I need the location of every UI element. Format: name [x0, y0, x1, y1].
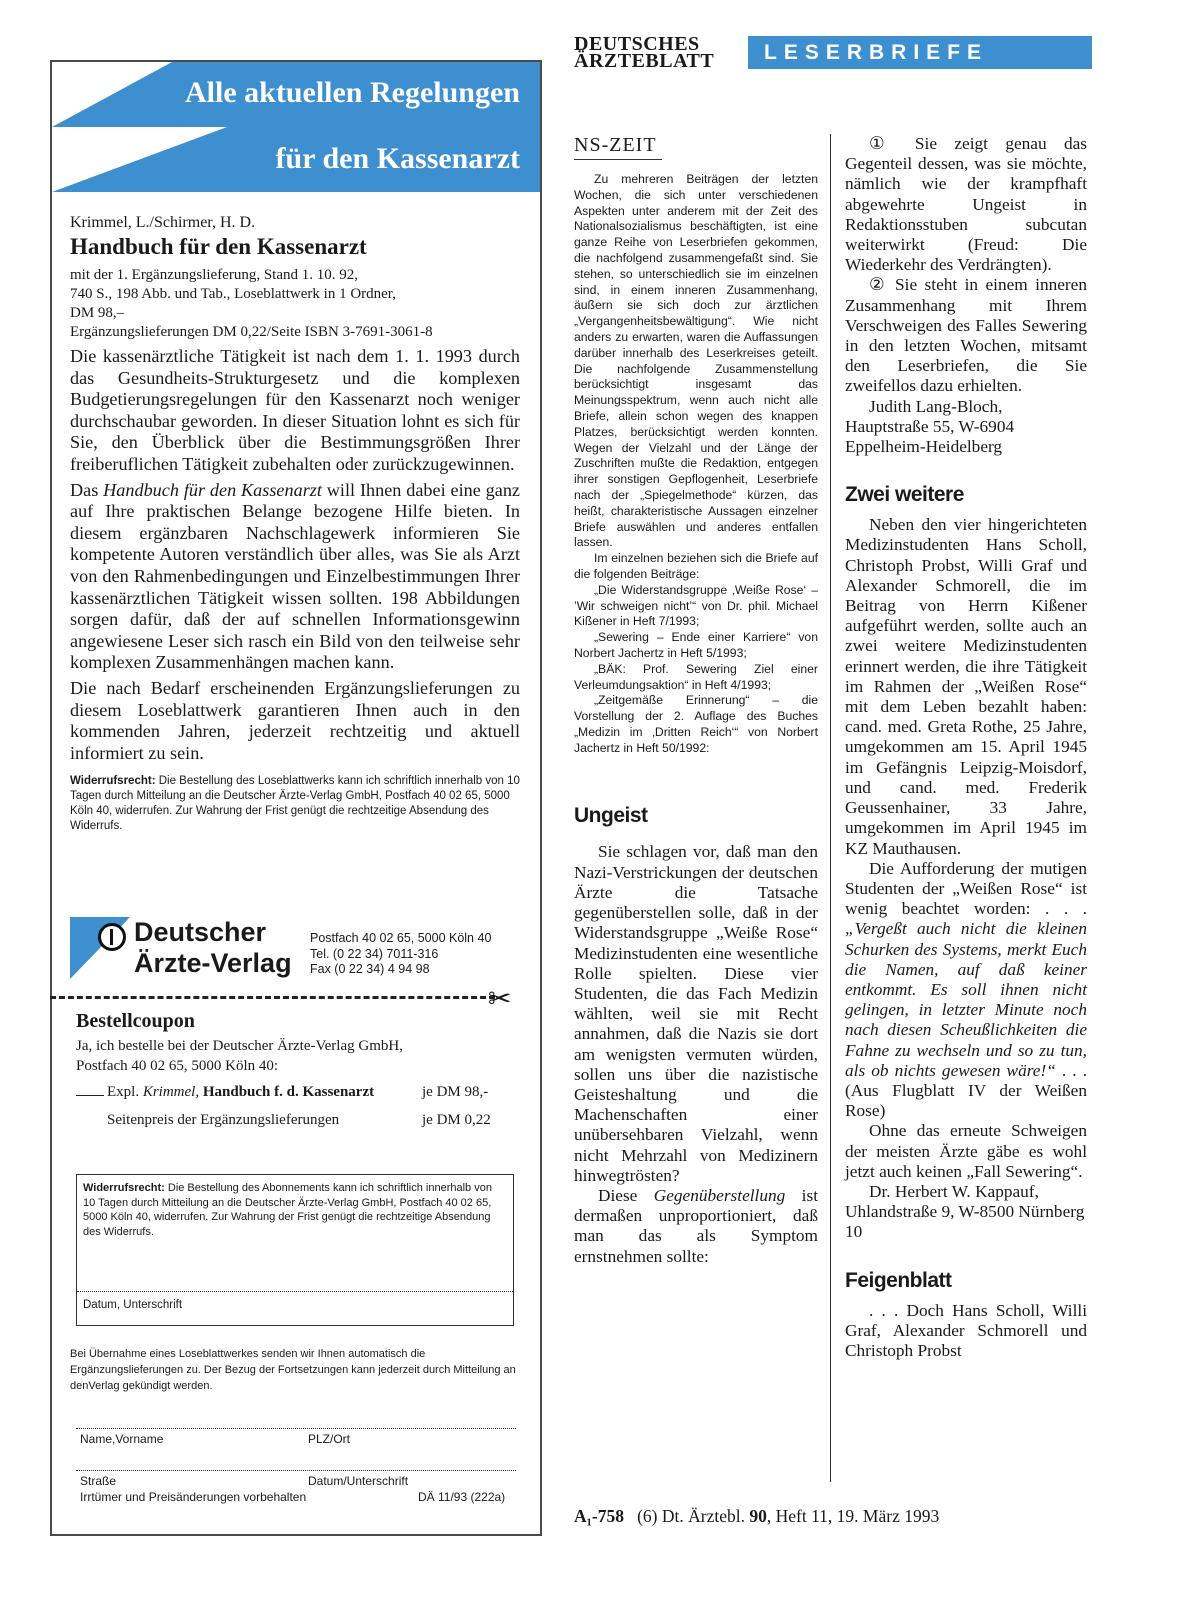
publisher-phone: Tel. (0 22 34) 7011-316 — [310, 946, 439, 961]
ad-paragraph-2-start: Das — [70, 479, 104, 500]
order-item-title: Handbuch f. d. Kassenarzt — [199, 1084, 375, 1100]
street-field[interactable]: Straße — [80, 1474, 117, 1488]
letter-feigenblatt — [845, 1301, 1087, 1362]
letter-paragraph: ② Sie steht in einem inneren Zusammenhang mit Ihrem Verschweigen des Falles Sewering in den letzten Wochen, mitsamt den Leserbriefen, die Sie zweifellos dazu erhielten. — [845, 275, 1087, 396]
letter-text-emphasis: Gegenüberstellung — [653, 1185, 786, 1205]
ad-paragraph-3: Die nach Bedarf erscheinenden Ergänzungslieferungen zu diesem Loseblattwerk garantieren Ihnen auch in den kommenden Jahren, jederzeit rechtzeitig und aktuell informiert zu sein. — [70, 677, 520, 763]
letter-text: Die Aufforderung der mutigen Studenten der „Weißen Rose“ ist wenig beachtet worden: . . . — [845, 858, 1087, 919]
publisher-fax: Fax (0 22 34) 4 94 98 — [310, 962, 430, 976]
quantity-field[interactable] — [76, 1095, 104, 1096]
letter-zwei-weitere — [845, 515, 1087, 1242]
revocation-box-text — [83, 1181, 507, 1239]
coupon-intro-line: Ja, ich bestelle bei der Deutscher Ärzte-Verlag GmbH, — [76, 1038, 403, 1054]
masthead-line-1: DEUTSCHES — [574, 33, 700, 55]
book-title: Handbuch für den Kassenarzt — [70, 234, 367, 259]
journal-masthead — [574, 33, 715, 72]
ad-body — [70, 214, 520, 834]
letter-heading-zwei-weitere: Zwei weitere — [845, 483, 964, 507]
ad-revocation-notice — [70, 774, 520, 834]
section-rubric: LESERBRIEFE — [748, 36, 1092, 69]
article-column-2 — [845, 134, 1087, 1361]
letter-paragraph: Sie schlagen vor, daß man den Nazi-Verstrickungen der deutschen Ärzte die Tatsache gegenüberstellen solle, daß in der Widerstandsgruppe „Weiße Rose“ Medizinstudenten eine wesentliche Rolle spielten. Diese vier Studenten, die das Fach Medizin wählten, weil sie mit Recht annahmen, daß die Nazis sie dort am wenigsten vermuten würden, sollen uns über die nazistische Geisteshaltung und die Machenschaften einer unübersehbaren Vielzahl, wenn nicht Mehrzahl von Medizinern hinwegtrösten? — [574, 842, 818, 1185]
publisher-address — [310, 931, 491, 978]
letter-paragraph: ① Sie zeigt genau das Gegenteil dessen, was sie möchte, nämlich wie der krampfhaft abgewehrte Ungeist in Redaktionsstuben subcutan weiterwirkt (Freud: Die Wiederkehr des Verdrängten). — [845, 134, 1087, 275]
letter-paragraph: . . . Doch Hans Scholl, Willi Graf, Alexander Schmorell und Christoph Probst — [845, 1300, 1087, 1360]
coupon-intro-line: Postfach 40 02 65, 5000 Köln 40: — [76, 1058, 279, 1074]
letter-paragraph: Ohne das erneute Schweigen der meisten Ärzte gäbe es wohl jetzt auch keinen „Fall Sewering“. — [845, 1121, 1087, 1181]
order-coupon — [50, 1000, 542, 1536]
banner-line-2: für den Kassenarzt — [275, 142, 520, 175]
letter-signature: Judith Lang-Bloch, Hauptstraße 55, W-6904 Eppelheim-Heidelberg — [845, 396, 1015, 457]
date-signature-field[interactable]: Datum/Unterschrift — [308, 1474, 409, 1488]
intro-reference: „BÄK: Prof. Sewering Ziel einer Verleumdungsaktion“ in Heft 4/1993; — [574, 661, 818, 692]
book-authors: Krimmel, L./Schirmer, H. D. — [70, 214, 256, 231]
banner-wedge-top — [52, 62, 172, 127]
coupon-note: Bei Übernahme eines Loseblattwerkes senden wir Ihnen automatisch die Ergänzungslieferungen zu. Der Bezug der Fortsetzungen kann jederzeit durch Mitteilung an denVerlag gekündigt werden. — [70, 1348, 516, 1392]
letter-paragraph: Neben den vier hingerichteten Medizinstudenten Hans Scholl, Christoph Probst, Willi Graf und Alexander Schmorell, die im Beitrag von Herrn Kißener aufgeführt werden, sollte auch an zwei weitere Medizinstudenten erinnert werden, die ihre Tätigkeit im Rahmen der „Weißen Rose“ mit dem Leben bezahlt haben: cand. med. Greta Rothe, 25 Jahre, umgekommen am 15. April 1945 im Gefängnis Leipzig-Moisdorf, und cand. med. Frederik Geussenhainer, 33 Jahre, umgekommen im April 1945 im KZ Mauthausen. — [845, 515, 1087, 858]
book-detail-line: DM 98,– — [70, 305, 125, 321]
intro-reference: „Sewering – Ende einer Karriere“ von Norbert Jachertz in Heft 5/1993; — [574, 630, 818, 660]
revocation-box-label: Widerrufsrecht: — [83, 1182, 165, 1194]
book-detail-line: Ergänzungslieferungen DM 0,22/Seite ISBN 3-7691-3061-8 — [70, 324, 433, 340]
order-item-book — [76, 1084, 489, 1101]
letter-paragraph — [574, 1186, 818, 1267]
letter-paragraph — [845, 859, 1087, 1122]
letter-continued — [845, 134, 1087, 457]
order-item-price: je DM 0,22 — [422, 1112, 491, 1128]
field-line — [76, 1428, 516, 1429]
column-divider — [830, 134, 831, 1482]
field-line — [76, 1470, 516, 1471]
intro-reference: „Die Widerstandsgruppe ‚Weiße Rose‘ – ’Wir schweigen nicht’“ von Dr. phil. Michael Kißener in Heft 7/1993; — [574, 582, 818, 629]
publisher-name-line-2: Ärzte-Verlag — [134, 948, 292, 978]
publisher-name-line-1: Deutscher — [134, 917, 267, 947]
banner-wedge-bottom — [52, 127, 227, 192]
signature-line — [77, 1291, 513, 1292]
editorial-intro — [574, 172, 818, 756]
letter-heading-ungeist: Ungeist — [574, 804, 648, 828]
ad-paragraph-1: Die kassenärztliche Tätigkeit ist nach dem 1. 1. 1993 durch das Gesundheits-Strukturgesetz und die komplexen Budgetierungsregelungen für den Kassenarzt noch weniger durchschaubar geworden. In dieser Situation lohnt es sich für Sie, den Überblick über die Bestimmungsgrößen Ihrer freiberuflichen Tätigkeit zubehalten oder zurückzugewinnen. — [70, 346, 520, 474]
order-item-label: Seitenpreis der Ergänzungslieferungen — [107, 1112, 340, 1128]
name-field[interactable]: Name,Vorname — [80, 1432, 164, 1446]
revocation-box-body: Die Bestellung des Abonnements kann ich schriftlich innerhalb von 10 Tagen durch Mitteilung an die Deutscher Ärzte-Verlag GmbH, Postfach 40 02 65, 5000 Köln 40, widerrufen. Zur Wahrung der Frist genügt die rechtzeitige Absendung des Widerrufs. — [83, 1182, 492, 1238]
coupon-title: Bestellcoupon — [76, 1010, 195, 1032]
section-heading: NS-ZEIT — [574, 134, 657, 156]
order-item-label: Expl. — [107, 1084, 143, 1100]
order-item-author: Krimmel, — [142, 1084, 200, 1100]
publisher-emblem-icon — [98, 923, 126, 951]
ad-paragraph-2-book: Handbuch für den Kassenarzt — [103, 479, 322, 500]
intro-paragraph: Im einzelnen beziehen sich die Briefe auf die folgenden Beiträge: — [574, 551, 818, 581]
order-item-price: je DM 98,- — [422, 1084, 489, 1100]
masthead-line-2: ÄRZTEBLATT — [574, 50, 715, 72]
publisher-name — [134, 917, 292, 979]
coupon-disclaimer: Irrtümer und Preisänderungen vorbehalten — [80, 1490, 307, 1504]
page-number: A₁-758 — [574, 1506, 624, 1526]
book-detail-line: 740 S., 198 Abb. und Tab., Loseblattwerk in 1 Ordner, — [70, 286, 396, 302]
scissors-icon: ✂ — [488, 982, 512, 1015]
order-item-supplements — [107, 1112, 491, 1129]
cut-line — [50, 996, 495, 999]
coupon-intro — [76, 1036, 403, 1076]
journal-citation: (6) Dt. Ärztebl. — [637, 1506, 750, 1526]
revocation-text: Die Bestellung des Loseblattwerks kann ich schriftlich innerhalb von 10 Tagen durch Mitteilung an die Deutscher Ärzte-Verlag GmbH, Postfach 40 02 65, 5000 Köln 40, widerrufen. Zur Wahrung der Frist genügt die rechtzeitige Absendung des Widerrufs. — [70, 775, 520, 833]
signature-field[interactable]: Datum, Unterschrift — [83, 1299, 183, 1311]
publisher-address-line: Postfach 40 02 65, 5000 Köln 40 — [310, 931, 492, 945]
page-footer — [574, 1506, 939, 1527]
intro-reference: „Zeitgemäße Erinnerung“ – die Vorstellung der 2. Auflage des Buches „Medizin im ‚Dritten Reich‘“ von Norbert Jachertz in Heft 50/1992: — [574, 693, 818, 755]
book-detail-line: mit der 1. Ergänzungslieferung, Stand 1. 10. 92, — [70, 267, 359, 283]
revocation-label: Widerrufsrecht: — [70, 775, 156, 788]
issue-date: , Heft 11, 19. März 1993 — [766, 1506, 940, 1526]
coupon-code: DÄ 11/93 (222a) — [418, 1490, 506, 1504]
letter-text: Diese — [598, 1185, 654, 1205]
article-column-1 — [574, 134, 818, 1267]
ad-paragraph-2 — [70, 480, 520, 674]
leaflet-quote: „Vergeßt auch nicht die kleinen Schurken des Systems, merkt Euch die Namen, auf daß keiner entkommt. Es soll ihnen nicht gelingen, in letzter Minute noch nach diesen Scheußlichkeiten die Fahne zu wechseln und so zu tun, als ob nichts gewesen wäre!“ — [845, 919, 1087, 1080]
publisher-logo-row — [70, 917, 530, 987]
revocation-box — [76, 1174, 514, 1326]
letter-text: ist dermaßen unproportioniert, daß man das als Symptom ernstnehmen sollte: — [574, 1185, 818, 1266]
book-details — [70, 266, 520, 342]
letter-text: . . . (Aus Flugblatt IV der Weißen Rose) — [845, 1060, 1088, 1121]
ad-banner — [52, 62, 540, 192]
journal-volume: 90 — [749, 1506, 767, 1526]
intro-paragraph: Zu mehreren Beiträgen der letzten Wochen, die sich unter verschiedenen Aspekten unter anderem mit der Zeit des Nationalsozialismus beschäftigten, ist eine ganze Reihe von Leserbriefen gekommen, die nachfolgend zusammengefaßt sind. Sie stehen, so unterschiedlich sie im einzelnen sind, in einem inneren Zusammenhang, äußern sie sich doch zur ärztlichen „Vergangenheitsbewältigung“. Wie nicht anders zu erwarten, waren die Auffassungen darüber innerhalb des Leserkreises geteilt. Die nachfolgende Zusammenstellung berücksichtigt insgesamt das Meinungsspektrum, wenn auch nicht alle Briefe, allein schon wegen des knappen Platzes, berücksichtigt werden konnten. Wegen der Vielzahl und der Länge der Zuschriften mußte die Redaktion, entgegen ihrer sonstigen Gepflogenheit, Leserbriefe nach der „Spiegelmethode“ kürzen, das heißt, charakteristische Aussagen einzelner Briefe auswählen und anderes entfallen lassen. — [574, 172, 818, 550]
banner-line-1: Alle aktuellen Regelungen — [185, 76, 520, 109]
advertisement — [50, 60, 542, 1028]
city-field[interactable]: PLZ/Ort — [308, 1432, 351, 1446]
section-underline — [574, 159, 662, 160]
ad-paragraph-2-rest: will Ihnen dabei eine ganz auf Ihre praktischen Belange bezogene Hilfe bieten. In diesem ergänzbaren Nachschlagewerk informieren Sie kompetente Autoren verständlich über alles, was Sie als Arzt von den Rahmenbedingungen und Einzelbestimmungen Ihrer kassenärztlichen Tätigkeit wissen sollten. 198 Abbildungen sorgen dafür, daß der auf schnellen Informationsgewinn angewiesene Leser sich rasch ein Bild von den teilweise sehr komplexen Zusammenhängen machen kann. — [70, 479, 520, 673]
letter-signature: Dr. Herbert W. Kappauf, Uhlandstraße 9, W-8500 Nürnberg 10 — [845, 1181, 1085, 1242]
letter-ungeist — [574, 842, 818, 1266]
letter-heading-feigenblatt: Feigenblatt — [845, 1268, 952, 1292]
